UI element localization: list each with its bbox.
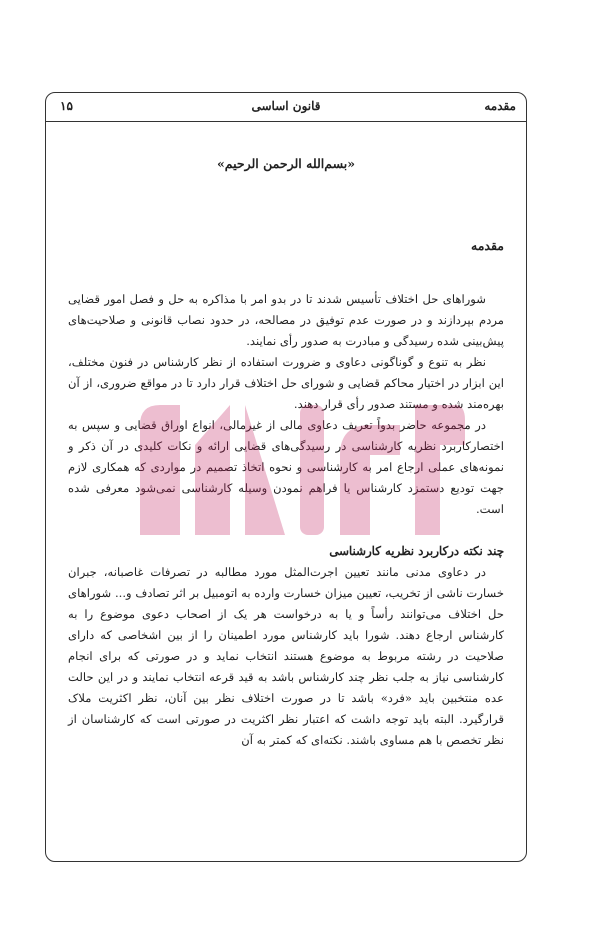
- paragraph: شوراهای حل اختلاف تأسیس شدند تا در بدو امر با مذاکره به حل و فصل امور قضایی مردم بپردازند و در صورت عدم توفیق در مصالحه، در حدود نصاب قانونی و صلاحیت‌های پیش‌بینی شده رسیدگی و مبادرت به صدور رأی نمایند.: [68, 292, 504, 348]
- header-page-number: ۱۵: [60, 99, 73, 113]
- page-frame: [45, 92, 527, 862]
- header-book-title: قانون اساسی: [251, 99, 321, 113]
- header-divider: [46, 121, 526, 122]
- subheading: چند نکته درکاربرد نظریه کارشناسی: [329, 544, 504, 558]
- paragraph: نظر به تنوع و گوناگونی دعاوی و ضرورت استفاده از نظر کارشناس در فنون مختلف، این ابزار در اختیار محاکم قضایی و شورای حل اختلاف قرار دارد تا در مواقع ضروری، از آن بهره‌مند شده و مستند صدور رأی قرار دهند.: [68, 355, 504, 411]
- paragraph: در مجموعه حاضر بدواً تعریف دعاوی مالی از غیرمالی، انواع اوراق قضایی و سپس به اختصارکاربرد نظریه کارشناسی در رسیدگی‌های قضایی ارائه و نکات کلیدی در آن ذکر و نمونه‌های عملی ارجاع امر به کارشناسی و نحوه اتخاذ تصمیم در مواردی که همکاری لازم جهت تودیع دستمزد کارشناس یا فراهم نمودن وسیله کارشناسی نمی‌شود معرفی شده است.: [68, 418, 504, 516]
- section-title: مقدمه: [471, 238, 504, 253]
- paragraph: در دعاوی مدنی مانند تعیین اجرت‌المثل مورد مطالبه در تصرفات غاصبانه، جبران خسارت ناشی از تخریب، تعیین میزان خسارت وارده به اتومبیل بر اثر تصادف و... شوراهای حل اختلاف می‌توانند رأساً و یا به درخواست هر یک از اصحاب دعوی موضوع را به کارشناس ارجاع دهند. شورا باید کارشناس مورد اطمینان را از بین اشخاصی که دارای صلاحیت در رشته مربوط به موضوع هستند انتخاب نماید و در صورتی که برای انجام کارشناسی نیاز به جلب نظر چند کارشناس باشد به قید قرعه انتخاب نمایند و در این حالت عده منتخبین باید «فرد» باشد تا در صورت اختلاف نظر بین آنان، نظر اکثریت ملاک قرارگیرد. البته باید توجه داشت که اعتبار نظر اکثریت در صورتی است که کارشناسان از نظر تخصص با هم مساوی باشند. نکته‌ای که کمتر به آن: [68, 565, 504, 747]
- running-header: [46, 93, 526, 121]
- bismillah-heading: «بسم‌الله الرحمن الرحیم»: [216, 156, 356, 171]
- header-section-label: مقدمه: [484, 99, 516, 113]
- body-text: [68, 289, 504, 751]
